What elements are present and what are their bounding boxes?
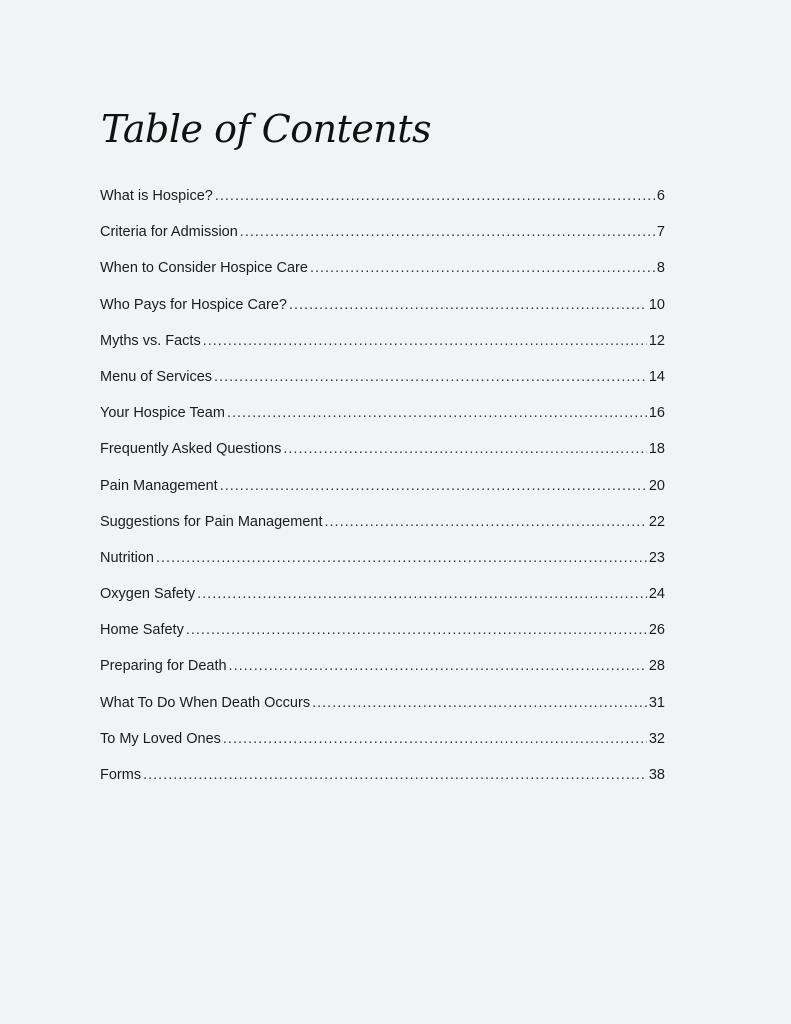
toc-entry-page: 38 (648, 767, 665, 783)
toc-entry-page: 20 (648, 477, 665, 494)
toc-entry-label: Criteria for Admission (100, 224, 238, 241)
toc-entry-label: Pain Management (100, 477, 218, 494)
dot-leader (197, 579, 647, 609)
toc-entry[interactable] (100, 760, 665, 796)
dot-leader (324, 507, 646, 537)
toc-entry-label: Preparing for Death (100, 658, 227, 675)
page-title: Table of Contents (101, 107, 432, 151)
toc-entry-page: 18 (648, 441, 665, 458)
toc-entry[interactable] (100, 688, 665, 724)
dot-leader (156, 543, 647, 573)
dot-leader (310, 253, 655, 283)
toc-entry[interactable] (100, 253, 665, 289)
toc-entry-page: 10 (648, 296, 665, 313)
dot-leader (220, 471, 647, 501)
dot-leader (312, 688, 647, 718)
toc-entry[interactable] (100, 579, 665, 615)
toc-entry-page: 28 (648, 658, 665, 675)
toc-entry-label: Myths vs. Facts (100, 332, 201, 349)
toc-entry-page: 23 (648, 549, 665, 566)
toc-entry-label: What is Hospice? (100, 188, 213, 204)
toc-entry[interactable] (100, 471, 665, 507)
dot-leader (215, 181, 655, 211)
toc-entry[interactable] (100, 724, 665, 760)
toc-entry-label: When to Consider Hospice Care (100, 260, 308, 277)
toc-entry[interactable] (100, 615, 665, 651)
toc-entry-label: Oxygen Safety (100, 586, 196, 603)
toc-entry-page: 8 (656, 260, 665, 277)
toc-entry-page: 24 (648, 586, 665, 603)
toc-entry-label: Suggestions for Pain Management (100, 513, 323, 530)
toc-entry-page: 7 (656, 224, 665, 241)
toc-entry-label: What To Do When Death Occurs (100, 694, 311, 711)
toc-entry-label: Home Safety (100, 622, 184, 639)
toc-entry[interactable] (100, 181, 665, 217)
toc-entry-label: Your Hospice Team (100, 405, 225, 422)
toc-entry-label: Nutrition (100, 549, 154, 566)
toc-entry-label: To My Loved Ones (100, 730, 221, 747)
table-of-contents (100, 181, 665, 796)
toc-entry-page: 26 (648, 622, 665, 639)
dot-leader (223, 724, 647, 754)
toc-entry-page: 31 (648, 694, 665, 711)
toc-entry[interactable] (100, 507, 665, 543)
dot-leader (240, 217, 655, 247)
toc-entry-page: 14 (648, 368, 665, 385)
toc-entry-label: Frequently Asked Questions (100, 441, 282, 458)
dot-leader (143, 760, 647, 790)
dot-leader (186, 615, 647, 645)
toc-entry-label: Menu of Services (100, 368, 213, 385)
dot-leader (214, 362, 647, 392)
dot-leader (229, 651, 647, 681)
toc-entry[interactable] (100, 434, 665, 470)
toc-entry[interactable] (100, 290, 665, 326)
dot-leader (227, 398, 647, 428)
toc-entry[interactable] (100, 217, 665, 253)
toc-entry[interactable] (100, 398, 665, 434)
toc-entry[interactable] (100, 651, 665, 687)
toc-entry-label: Forms (100, 767, 142, 783)
toc-entry-page: 12 (648, 332, 665, 349)
toc-entry-label: Who Pays for Hospice Care? (100, 296, 287, 313)
toc-entry-page: 6 (656, 188, 665, 204)
dot-leader (289, 290, 647, 320)
toc-entry[interactable] (100, 326, 665, 362)
toc-entry[interactable] (100, 362, 665, 398)
toc-entry-page: 32 (648, 730, 665, 747)
dot-leader (283, 434, 647, 464)
toc-entry[interactable] (100, 543, 665, 579)
toc-entry-page: 22 (648, 513, 665, 530)
toc-entry-page: 16 (648, 405, 665, 422)
dot-leader (203, 326, 647, 356)
